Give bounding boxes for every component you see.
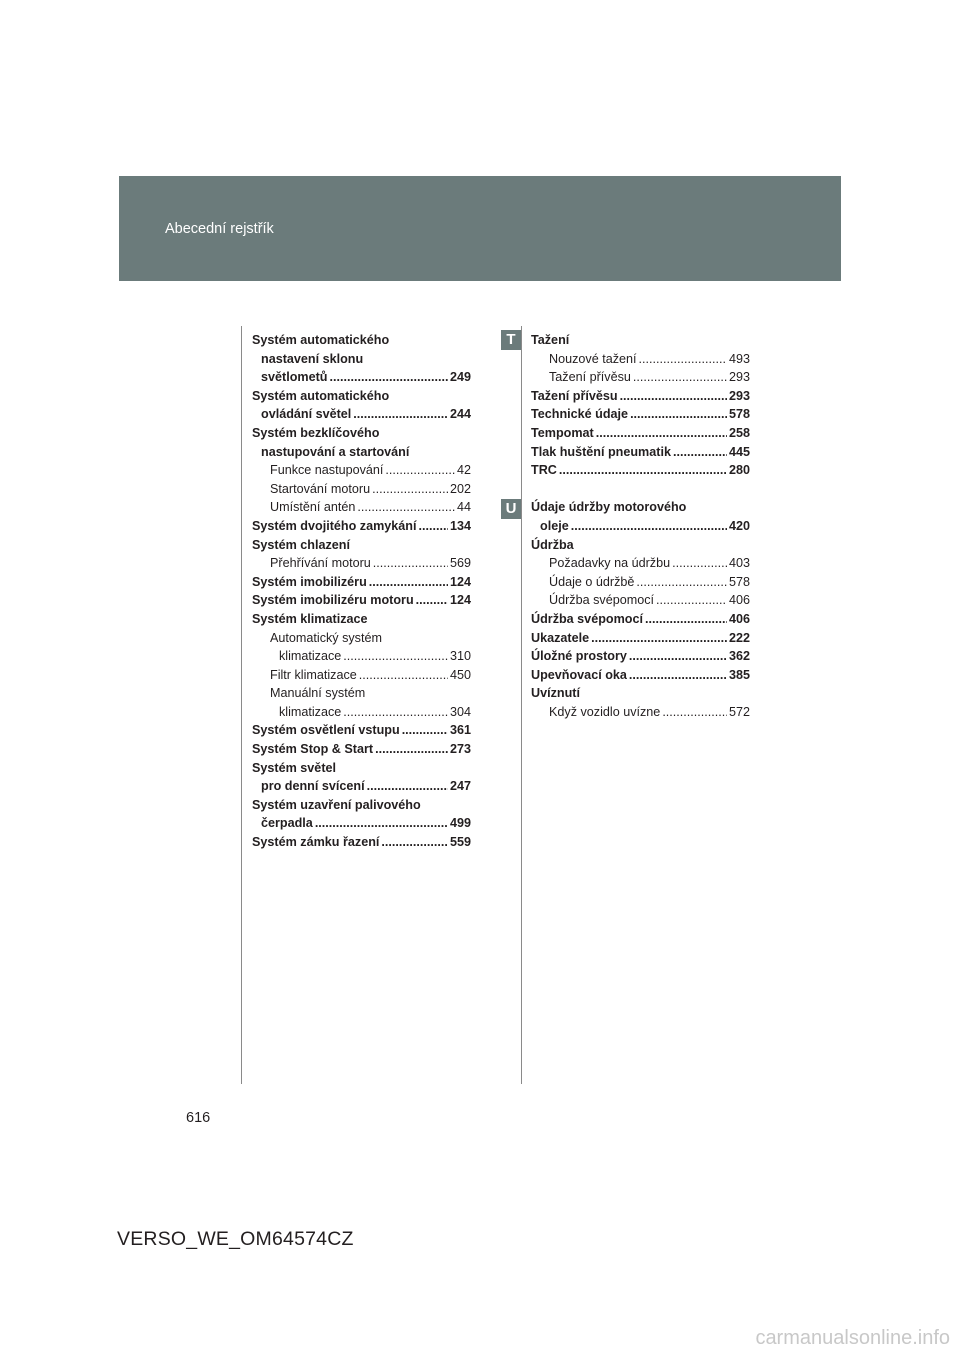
entry-page-number: 499 xyxy=(449,816,471,831)
entry-page-number: 445 xyxy=(728,444,750,459)
entry-term: Systém světel xyxy=(252,760,337,775)
entry-page-number: 44 xyxy=(456,500,471,515)
index-entry xyxy=(531,517,750,536)
entry-page-number: 403 xyxy=(728,556,750,571)
entry-term: Technické údaje xyxy=(531,407,629,422)
column-divider-left xyxy=(241,326,242,1084)
index-entry xyxy=(252,368,471,387)
section-title: Abecední rejstřík xyxy=(165,221,274,237)
entry-page-number: 406 xyxy=(728,611,750,626)
dot-leader xyxy=(620,387,727,406)
index-entry xyxy=(252,536,471,555)
dot-leader xyxy=(559,461,727,480)
entry-term: Funkce nastupování xyxy=(270,463,384,478)
entry-term: Požadavky na údržbu xyxy=(549,556,671,571)
entry-page-number: 450 xyxy=(449,667,471,682)
entry-page-number: 134 xyxy=(449,518,471,533)
index-column-left xyxy=(252,331,471,852)
dot-leader xyxy=(416,591,448,610)
entry-term: Filtr klimatizace xyxy=(270,667,357,682)
index-entry xyxy=(252,759,471,778)
dot-leader xyxy=(375,740,448,759)
entry-term: Nouzové tažení xyxy=(549,351,637,366)
index-entry xyxy=(252,721,471,740)
entry-term: Startování motoru xyxy=(270,481,371,496)
entry-page-number: 244 xyxy=(449,407,471,422)
watermark: carmanualsonline.info xyxy=(755,1327,950,1349)
dot-leader xyxy=(381,833,448,852)
index-entry xyxy=(531,554,750,573)
index-entry xyxy=(252,591,471,610)
entry-term: Systém automatického xyxy=(252,333,390,347)
index-entry xyxy=(531,629,750,648)
entry-page-number: 222 xyxy=(728,630,750,645)
entry-term: Automatický systém xyxy=(270,630,382,645)
entry-term: Údaje o údržbě xyxy=(549,574,635,589)
index-entry xyxy=(252,350,471,369)
dot-leader xyxy=(385,461,455,480)
entry-term: Systém bezklíčového xyxy=(252,425,380,440)
dot-leader xyxy=(673,443,727,462)
entry-term: pro denní svícení xyxy=(261,779,365,794)
dot-leader xyxy=(315,814,448,833)
dot-leader xyxy=(596,424,727,443)
dot-leader xyxy=(372,480,448,499)
entry-term: Systém chlazení xyxy=(252,537,350,552)
entry-term: Tažení přívěsu xyxy=(549,370,631,385)
entry-term: Přehřívání motoru xyxy=(270,556,371,571)
entry-page-number: 362 xyxy=(728,649,750,664)
entry-page-number: 569 xyxy=(449,556,471,571)
index-entry xyxy=(531,424,750,443)
index-entry xyxy=(531,591,750,610)
entry-page-number: 258 xyxy=(728,425,750,440)
entry-term: TRC xyxy=(531,463,557,478)
dot-leader xyxy=(330,368,448,387)
entry-term: ovládání světel xyxy=(261,407,352,422)
entry-term: Uvíznutí xyxy=(531,686,580,701)
index-entry xyxy=(531,350,750,369)
index-entry xyxy=(531,461,750,480)
index-entry xyxy=(252,554,471,573)
entry-term: Tažení přívěsu xyxy=(531,388,618,403)
entry-term: Tempomat xyxy=(531,425,594,440)
entry-term: oleje xyxy=(540,518,569,533)
entry-page-number: 406 xyxy=(728,593,750,608)
dot-leader xyxy=(369,573,448,592)
dot-leader xyxy=(629,666,727,685)
dot-leader xyxy=(571,517,727,536)
index-entry xyxy=(531,666,750,685)
section-letter-u: U xyxy=(501,499,521,519)
dot-leader xyxy=(633,368,727,387)
index-entry xyxy=(252,387,471,406)
entry-term: Údaje údržby motorového xyxy=(531,500,687,515)
entry-page-number: 493 xyxy=(728,351,750,366)
entry-term: čerpadla xyxy=(261,816,313,831)
dot-leader xyxy=(662,703,727,722)
entry-term: Systém automatického xyxy=(252,388,390,403)
entry-term: Ukazatele xyxy=(531,630,590,645)
index-entry xyxy=(252,573,471,592)
index-entry xyxy=(531,684,750,703)
index-entry xyxy=(252,331,471,350)
entry-page-number: 273 xyxy=(449,742,471,757)
index-entry xyxy=(252,610,471,629)
index-entry xyxy=(531,610,750,629)
entry-page-number: 202 xyxy=(449,481,471,496)
entry-page-number: 385 xyxy=(728,667,750,682)
index-entry xyxy=(531,536,750,555)
entry-page-number: 310 xyxy=(449,649,471,664)
page-number: 616 xyxy=(186,1110,211,1126)
entry-page-number: 572 xyxy=(728,704,750,719)
index-entry xyxy=(531,647,750,666)
dot-leader xyxy=(591,629,727,648)
entry-term: nastavení sklonu xyxy=(261,351,364,366)
index-entry xyxy=(252,796,471,815)
entry-term: Systém Stop & Start xyxy=(252,742,374,757)
column-divider-middle xyxy=(521,326,522,1084)
entry-term: Tlak huštění pneumatik xyxy=(531,444,671,459)
entry-term: Upevňovací oka xyxy=(531,667,627,682)
entry-page-number: 247 xyxy=(449,779,471,794)
index-entry xyxy=(252,498,471,517)
entry-term: Údržba svépomocí xyxy=(531,611,643,626)
index-column-right xyxy=(531,331,750,721)
entry-page-number: 249 xyxy=(449,370,471,385)
index-entry xyxy=(252,629,471,648)
dot-leader xyxy=(373,554,448,573)
entry-page-number: 42 xyxy=(456,463,471,478)
entry-term: Systém zámku řazení xyxy=(252,835,380,850)
index-entry xyxy=(531,331,750,350)
index-entry xyxy=(252,684,471,703)
index-entry xyxy=(252,666,471,685)
entry-term: Tažení xyxy=(531,333,570,347)
entry-page-number: 293 xyxy=(728,370,750,385)
index-entry xyxy=(531,368,750,387)
entry-term: Systém dvojitého zamykání xyxy=(252,518,417,533)
dot-leader xyxy=(630,405,727,424)
section-gap xyxy=(531,480,750,499)
dot-leader xyxy=(636,573,727,592)
document-code: VERSO_WE_OM64574CZ xyxy=(117,1228,354,1250)
dot-leader xyxy=(353,405,448,424)
entry-page-number: 124 xyxy=(449,574,471,589)
index-entry xyxy=(531,498,750,517)
dot-leader xyxy=(418,517,448,536)
section-letter-t: T xyxy=(501,330,521,350)
dot-leader xyxy=(656,591,727,610)
entry-term: Údržba xyxy=(531,537,574,552)
entry-term: Umístění antén xyxy=(270,500,356,515)
index-entry xyxy=(252,480,471,499)
entry-page-number: 559 xyxy=(449,835,471,850)
dot-leader xyxy=(639,350,727,369)
entry-term: Systém osvětlení vstupu xyxy=(252,723,400,738)
entry-term: Údržba svépomocí xyxy=(549,593,654,608)
entry-term: klimatizace xyxy=(279,704,342,719)
entry-term: světlometů xyxy=(261,370,328,385)
entry-page-number: 578 xyxy=(728,407,750,422)
entry-term: Systém klimatizace xyxy=(252,611,368,626)
entry-page-number: 293 xyxy=(728,388,750,403)
index-entry xyxy=(252,517,471,536)
dot-leader xyxy=(367,777,448,796)
index-entry xyxy=(252,777,471,796)
dot-leader xyxy=(672,554,727,573)
index-entry xyxy=(531,387,750,406)
index-entry xyxy=(252,424,471,443)
dot-leader xyxy=(645,610,727,629)
index-entry xyxy=(531,443,750,462)
index-entry xyxy=(252,740,471,759)
entry-term: nastupování a startování xyxy=(261,444,410,459)
index-entry xyxy=(252,647,471,666)
entry-page-number: 361 xyxy=(449,723,471,738)
dot-leader xyxy=(629,647,727,666)
entry-page-number: 124 xyxy=(449,593,471,608)
dot-leader xyxy=(343,647,448,666)
dot-leader xyxy=(357,498,455,517)
entry-term: Úložné prostory xyxy=(531,649,627,664)
entry-term: Když vozidlo uvízne xyxy=(549,704,661,719)
dot-leader xyxy=(402,721,448,740)
index-entry xyxy=(252,833,471,852)
index-entry xyxy=(531,573,750,592)
index-entry xyxy=(252,443,471,462)
index-entry xyxy=(252,461,471,480)
entry-term: Systém imobilizéru xyxy=(252,574,367,589)
entry-page-number: 578 xyxy=(728,574,750,589)
dot-leader xyxy=(343,703,448,722)
entry-term: Systém uzavření palivového xyxy=(252,797,421,812)
entry-page-number: 304 xyxy=(449,704,471,719)
index-entry xyxy=(252,405,471,424)
index-entry xyxy=(252,703,471,722)
entry-page-number: 420 xyxy=(728,518,750,533)
entry-term: Manuální systém xyxy=(270,686,366,701)
dot-leader xyxy=(359,666,448,685)
entry-term: Systém imobilizéru motoru xyxy=(252,593,414,608)
index-entry xyxy=(252,814,471,833)
entry-term: klimatizace xyxy=(279,649,342,664)
index-entry xyxy=(531,703,750,722)
index-entry xyxy=(531,405,750,424)
entry-page-number: 280 xyxy=(728,463,750,478)
